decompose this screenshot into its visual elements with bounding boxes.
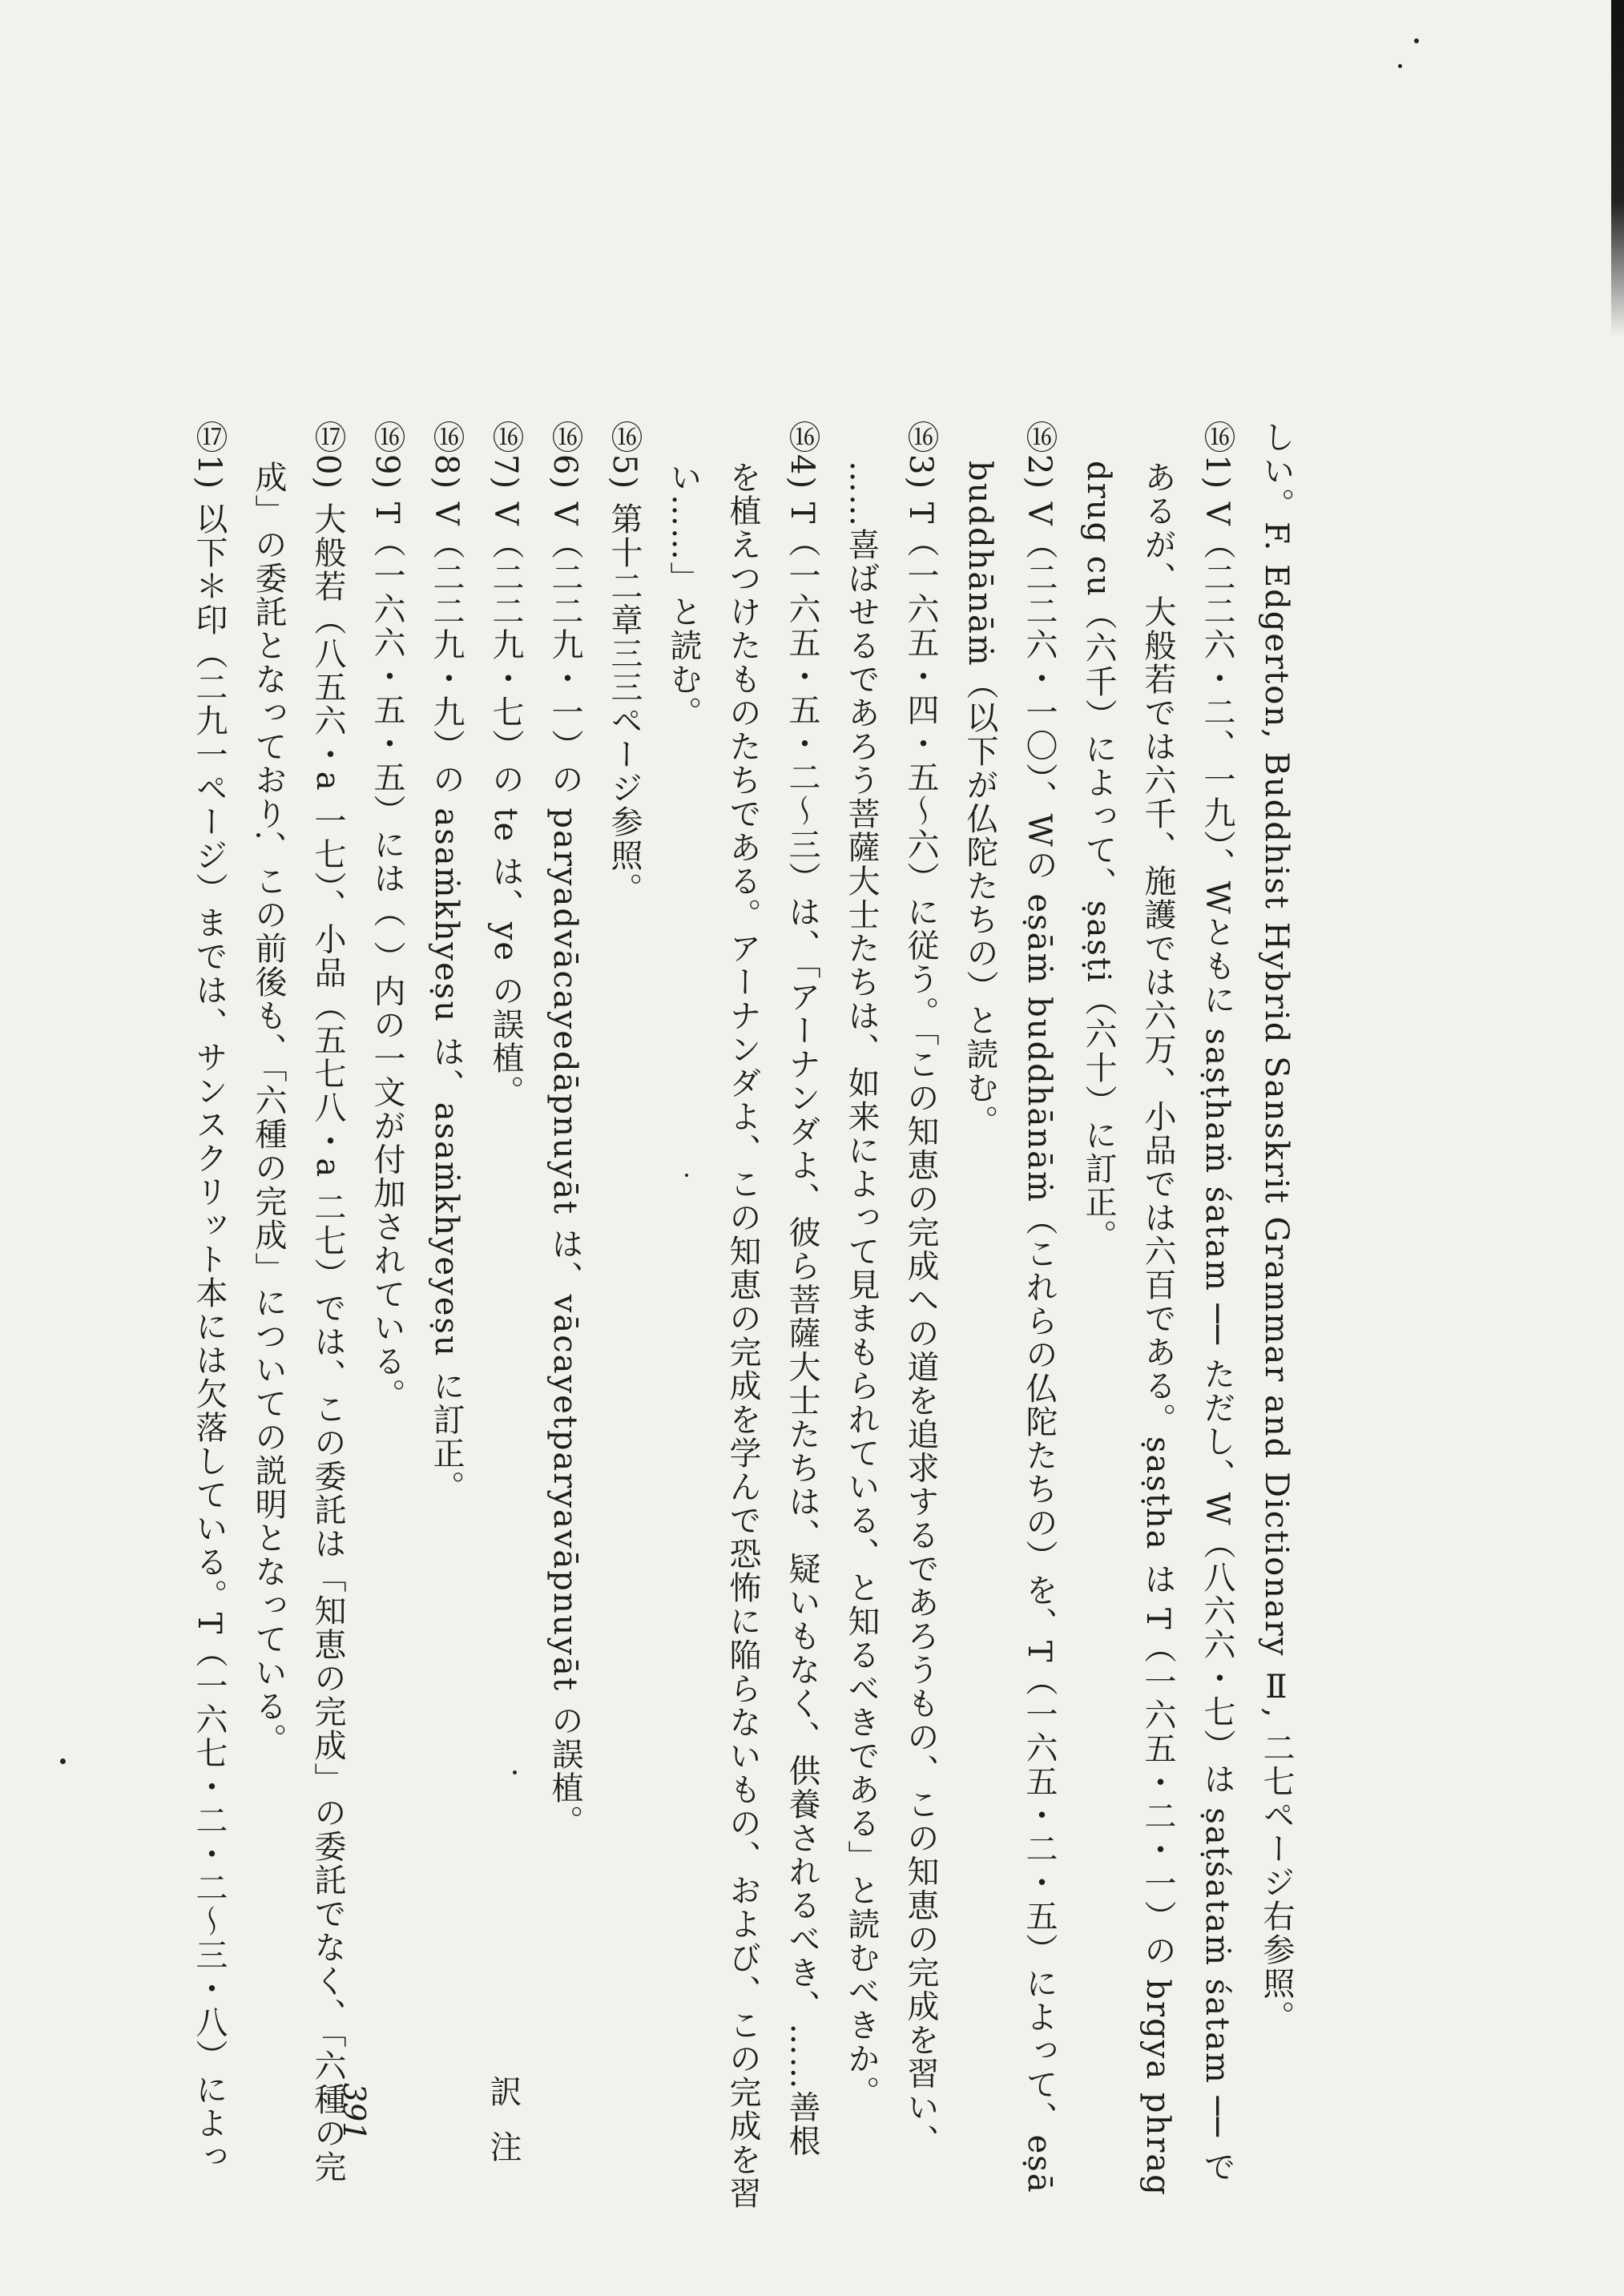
note-line: buddhānāṁ（以下が仏陀たちの）と読む。	[961, 461, 998, 1138]
note-171: ⑰1) 以下＊印（二九一ページ）までは、サンスクリット本には欠落している。T（一六七・二・二〜三・八）によっ	[191, 421, 228, 2174]
note-line: しい。F. Edgerton, Buddhist Hybrid Sanskrit Grammar and Dictionary Ⅱ, 二七ページ右参照。	[1258, 421, 1295, 2034]
page-edge-shadow	[1611, 0, 1624, 336]
note-line: 成」の委託となっており、この前後も、「六種の完成」についての説明となっている。	[250, 461, 287, 1757]
note-163: ⑯3) T（一六五・四・五〜六）に従う。「この知恵の完成への道を追求するであろうもの、この知恵の完成を習い、	[902, 421, 939, 2158]
note-170: ⑰0) 大般若（八五六・a 一七）、小品（五七八・a 二七）では、この委託は「知恵の完成」の委託でなく、「六種の完	[309, 421, 346, 2184]
note-line: ……喜ばせるであろう菩薩大士たちは、如来によって見まもられている、と知るべきである」と読むべきか。	[843, 461, 880, 2109]
note-line: drug cu（六千）によって、ṣaṣṭi（六十）に訂正。	[1080, 461, 1117, 1253]
scan-speck	[1414, 38, 1419, 43]
note-165: ⑯5) 第十二章三三ページ参照。	[606, 421, 643, 906]
note-162: ⑯2) V（二二六・一〇）、Wの eṣāṁ buddhānāṁ（これらの仏陀たちの）を、T（一六五・二・五）によって、eṣā	[1021, 421, 1058, 2194]
scan-speck	[60, 1758, 66, 1764]
note-line: あるが、大般若では六千、施護では六万、小品では六百である。ṣaṣṭha は T（一六五・二・一）の brgya phrag	[1139, 461, 1176, 2197]
running-head: 訳 注	[485, 2075, 522, 2169]
note-166: ⑯6) V（二二九・一）の paryadvācayedāpnuyāt は、vācayetparyavāpnuyāt の誤植。	[546, 421, 583, 1839]
note-line: を植えつけたものたちである。アーナンダよ、この知恵の完成を学んで恐怖に陥らないもの、および、この完成を習	[724, 461, 761, 2210]
note-169: ⑯9) T（一六六・五・五）には（ ）内の一文が付加されている。	[369, 421, 405, 1412]
scan-speck	[1398, 64, 1402, 68]
note-164: ⑯4) T（一六五・五・二〜三）は、「アーナンダよ、彼ら菩薩大士たちは、疑いもなく、供養されるべき、……善根	[784, 421, 820, 2158]
note-line: い……」と読む。	[665, 461, 702, 730]
note-168: ⑯8) V（二二九・九）の asaṁkhyeṣu は、asaṁkhyeyeṣu に訂正。	[428, 421, 465, 1504]
note-167: ⑯7) V（二二九・七）の te は、ye の誤植。	[487, 421, 524, 1109]
page-number: 391	[336, 2083, 372, 2141]
note-161: ⑯1) V（二二六・二、一九）、Wともに saṣṭhaṁ śatam ── ただし、W（八六六・七）は ṣaṭśataṁ śatam ── で	[1199, 421, 1235, 2184]
